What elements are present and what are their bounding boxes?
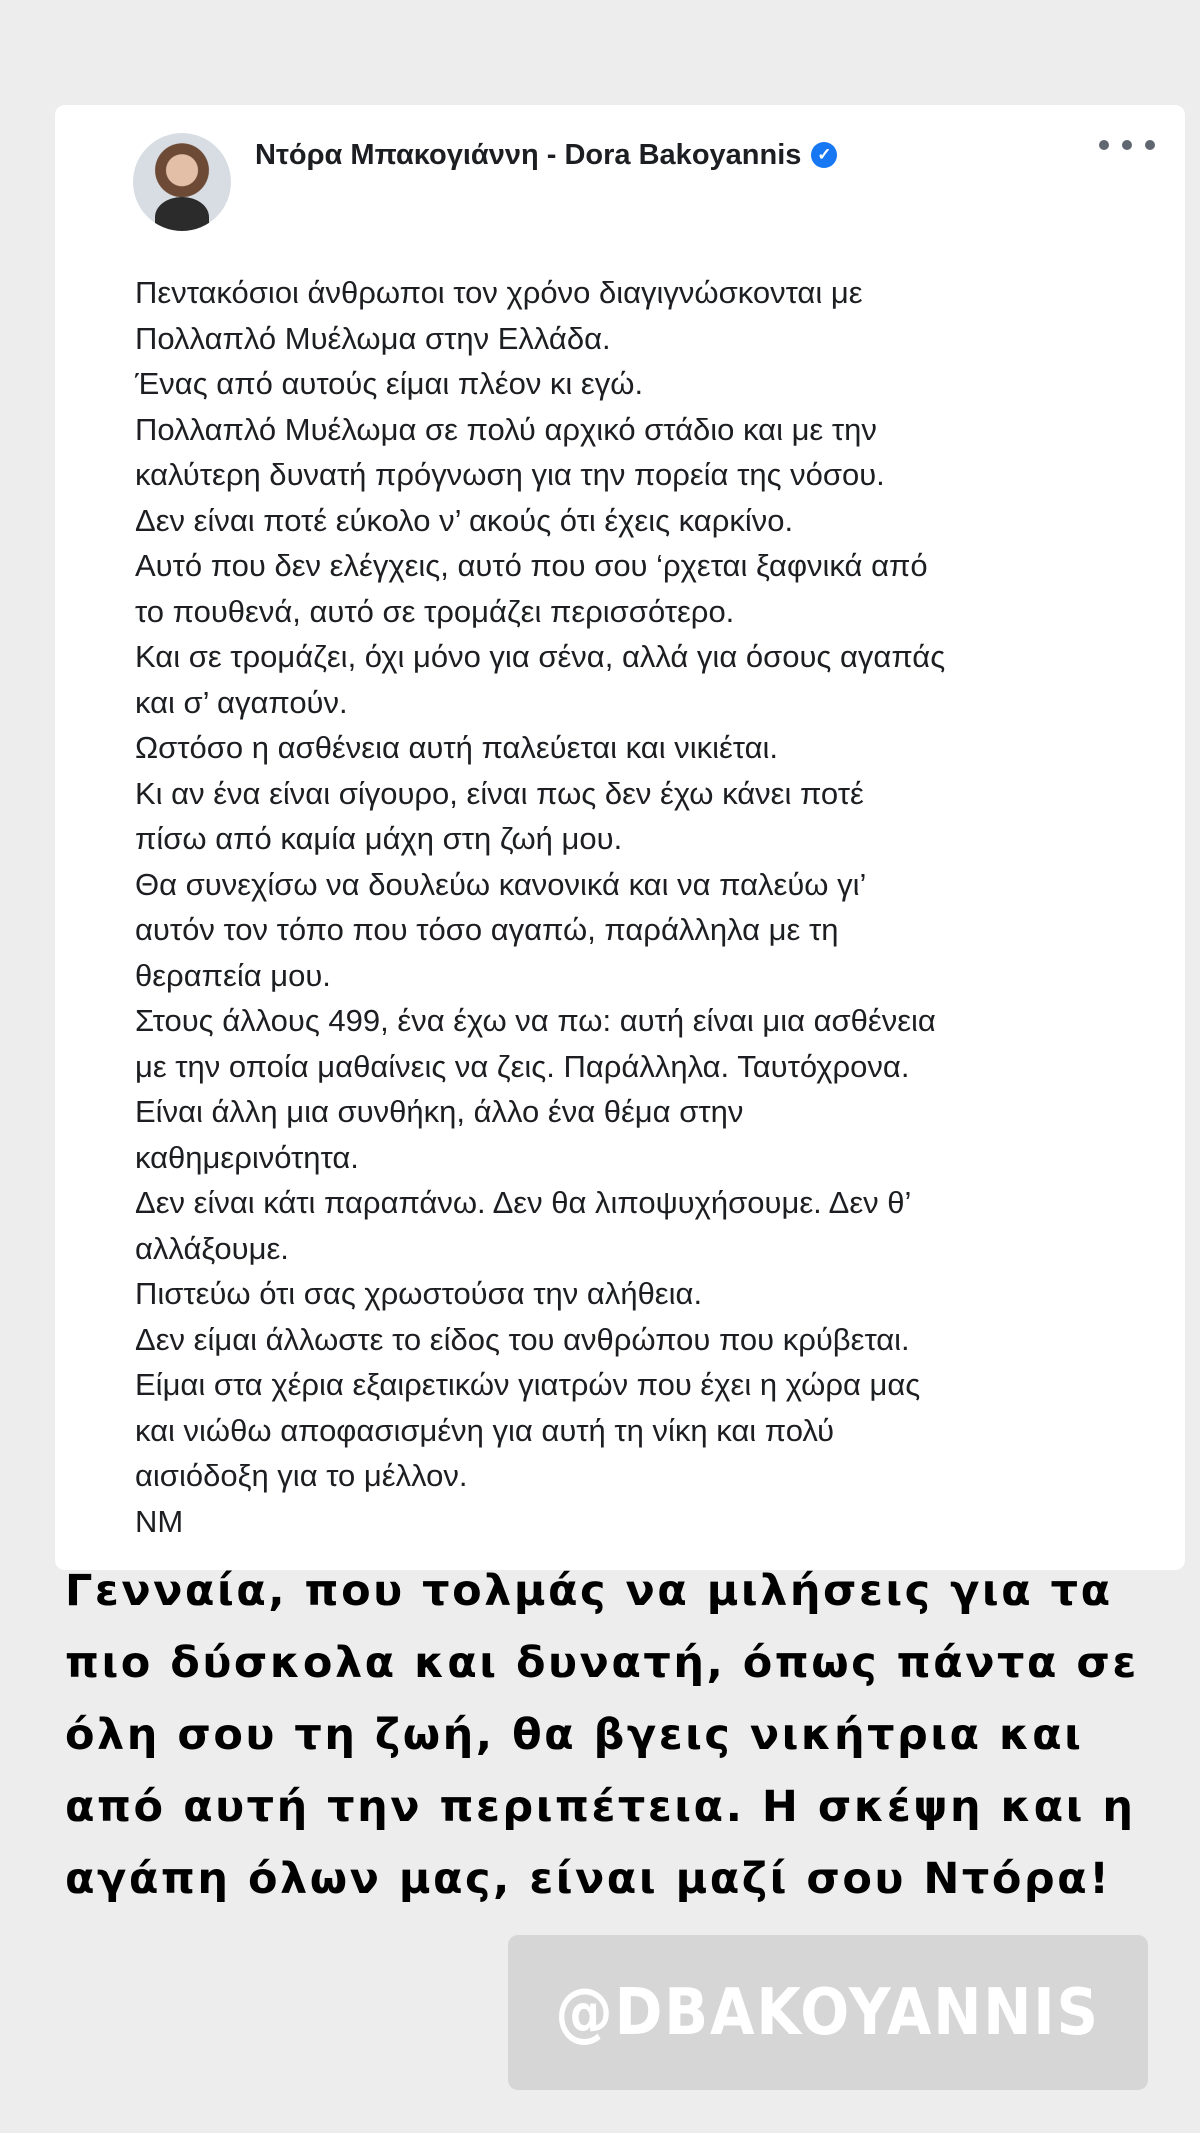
author-avatar[interactable] — [133, 133, 231, 231]
post-text-line: καλύτερη δυνατή πρόγνωση για την πορεία της νόσου. — [135, 457, 885, 492]
post-text-line: Δεν είναι ποτέ εύκολο ν’ ακούς ότι έχεις καρκίνο. — [135, 502, 794, 538]
caption-line: πιο δύσκολα και δυνατή, όπως πάντα σε — [65, 1638, 1139, 1688]
caption-line: Γενναία, που τολμάς να μιλήσεις για τα — [65, 1566, 1113, 1616]
post-text-line: Ωστόσο η ασθένεια αυτή παλεύεται και νικιέται. — [135, 730, 779, 765]
post-text-line: Πεντακόσιοι άνθρωποι τον χρόνο διαγιγνώσκονται με — [135, 275, 863, 310]
post-text-line: αλλάξουμε. — [135, 1230, 289, 1266]
post-text-line: και σ’ αγαπούν. — [135, 684, 348, 720]
post-text-line: το πουθενά, αυτό σε τρομάζει περισσότερο. — [135, 593, 735, 629]
post-header — [255, 135, 837, 175]
post-text-line: θεραπεία μου. — [135, 957, 331, 993]
post-text-line: Δεν είμαι άλλωστε το είδος του ανθρώπου που κρύβεται. — [135, 1321, 910, 1357]
post-text-line: καθημερινότητα. — [135, 1139, 359, 1175]
post-text-line: αυτόν τον τόπο που τόσο αγαπώ, παράλληλα με τη — [135, 912, 839, 947]
post-text-line: Στους άλλους 499, ένα έχω να πω: αυτή είναι μια ασθένεια — [135, 1003, 936, 1038]
handle-sticker[interactable] — [508, 1935, 1148, 2090]
more-options-icon[interactable] — [1099, 127, 1155, 163]
facebook-post-card — [55, 105, 1185, 1570]
caption-line: αγάπη όλων μας, είναι μαζί σου Ντόρα! — [65, 1854, 1112, 1904]
post-text-line: Είμαι στα χέρια εξαιρετικών γιατρών που έχει η χώρα μας — [135, 1367, 921, 1402]
post-text-line: Κι αν ένα είναι σίγουρο, είναι πως δεν έχω κάνει ποτέ — [135, 775, 864, 811]
post-text — [135, 270, 1165, 1544]
post-text-line: αισιόδοξη για το μέλλον. — [135, 1458, 468, 1493]
post-text-line: Δεν είναι κάτι παραπάνω. Δεν θα λιποψυχήσουμε. Δεν θ’ — [135, 1185, 912, 1220]
post-text-line: Θα συνεχίσω να δουλεύω κανονικά και να παλεύω γι’ — [135, 866, 867, 902]
caption-line: από αυτή την περιπέτεια. Η σκέψη και η — [65, 1782, 1136, 1832]
post-signature: ΝΜ — [135, 1503, 184, 1539]
post-text-line: πίσω από καμία μάχη στη ζωή μου. — [135, 821, 623, 856]
verified-badge-icon: ✓ — [811, 142, 837, 168]
post-text-line: Πολλαπλό Μυέλωμα σε πολύ αρχικό στάδιο και με την — [135, 411, 877, 447]
post-text-line: και νιώθω αποφασισμένη για αυτή τη νίκη και πολύ — [135, 1412, 835, 1448]
post-text-line: Πιστεύω ότι σας χρωστούσα την αλήθεια. — [135, 1276, 703, 1311]
post-text-line: Πολλαπλό Μυέλωμα στην Ελλάδα. — [135, 320, 611, 356]
author-name[interactable]: Ντόρα Μπακογιάννη - Dora Bakoyannis — [255, 138, 802, 171]
handle-text: @DBAKOYANNIS — [555, 1975, 1101, 2050]
caption-line: όλη σου τη ζωή, θα βγεις νικήτρια και — [65, 1710, 1084, 1760]
post-text-line: Είναι άλλη μια συνθήκη, άλλο ένα θέμα στην — [135, 1094, 744, 1129]
story-caption — [65, 1555, 1175, 1915]
post-text-line: Αυτό που δεν ελέγχεις, αυτό που σου ‘ρχεται ξαφνικά από — [135, 548, 928, 583]
post-text-line: με την οποία μαθαίνεις να ζεις. Παράλληλα. Ταυτόχρονα. — [135, 1048, 910, 1084]
post-text-line: Και σε τρομάζει, όχι μόνο για σένα, αλλά για όσους αγαπάς — [135, 639, 946, 674]
post-text-line: Ένας από αυτούς είμαι πλέον κι εγώ. — [135, 366, 644, 401]
